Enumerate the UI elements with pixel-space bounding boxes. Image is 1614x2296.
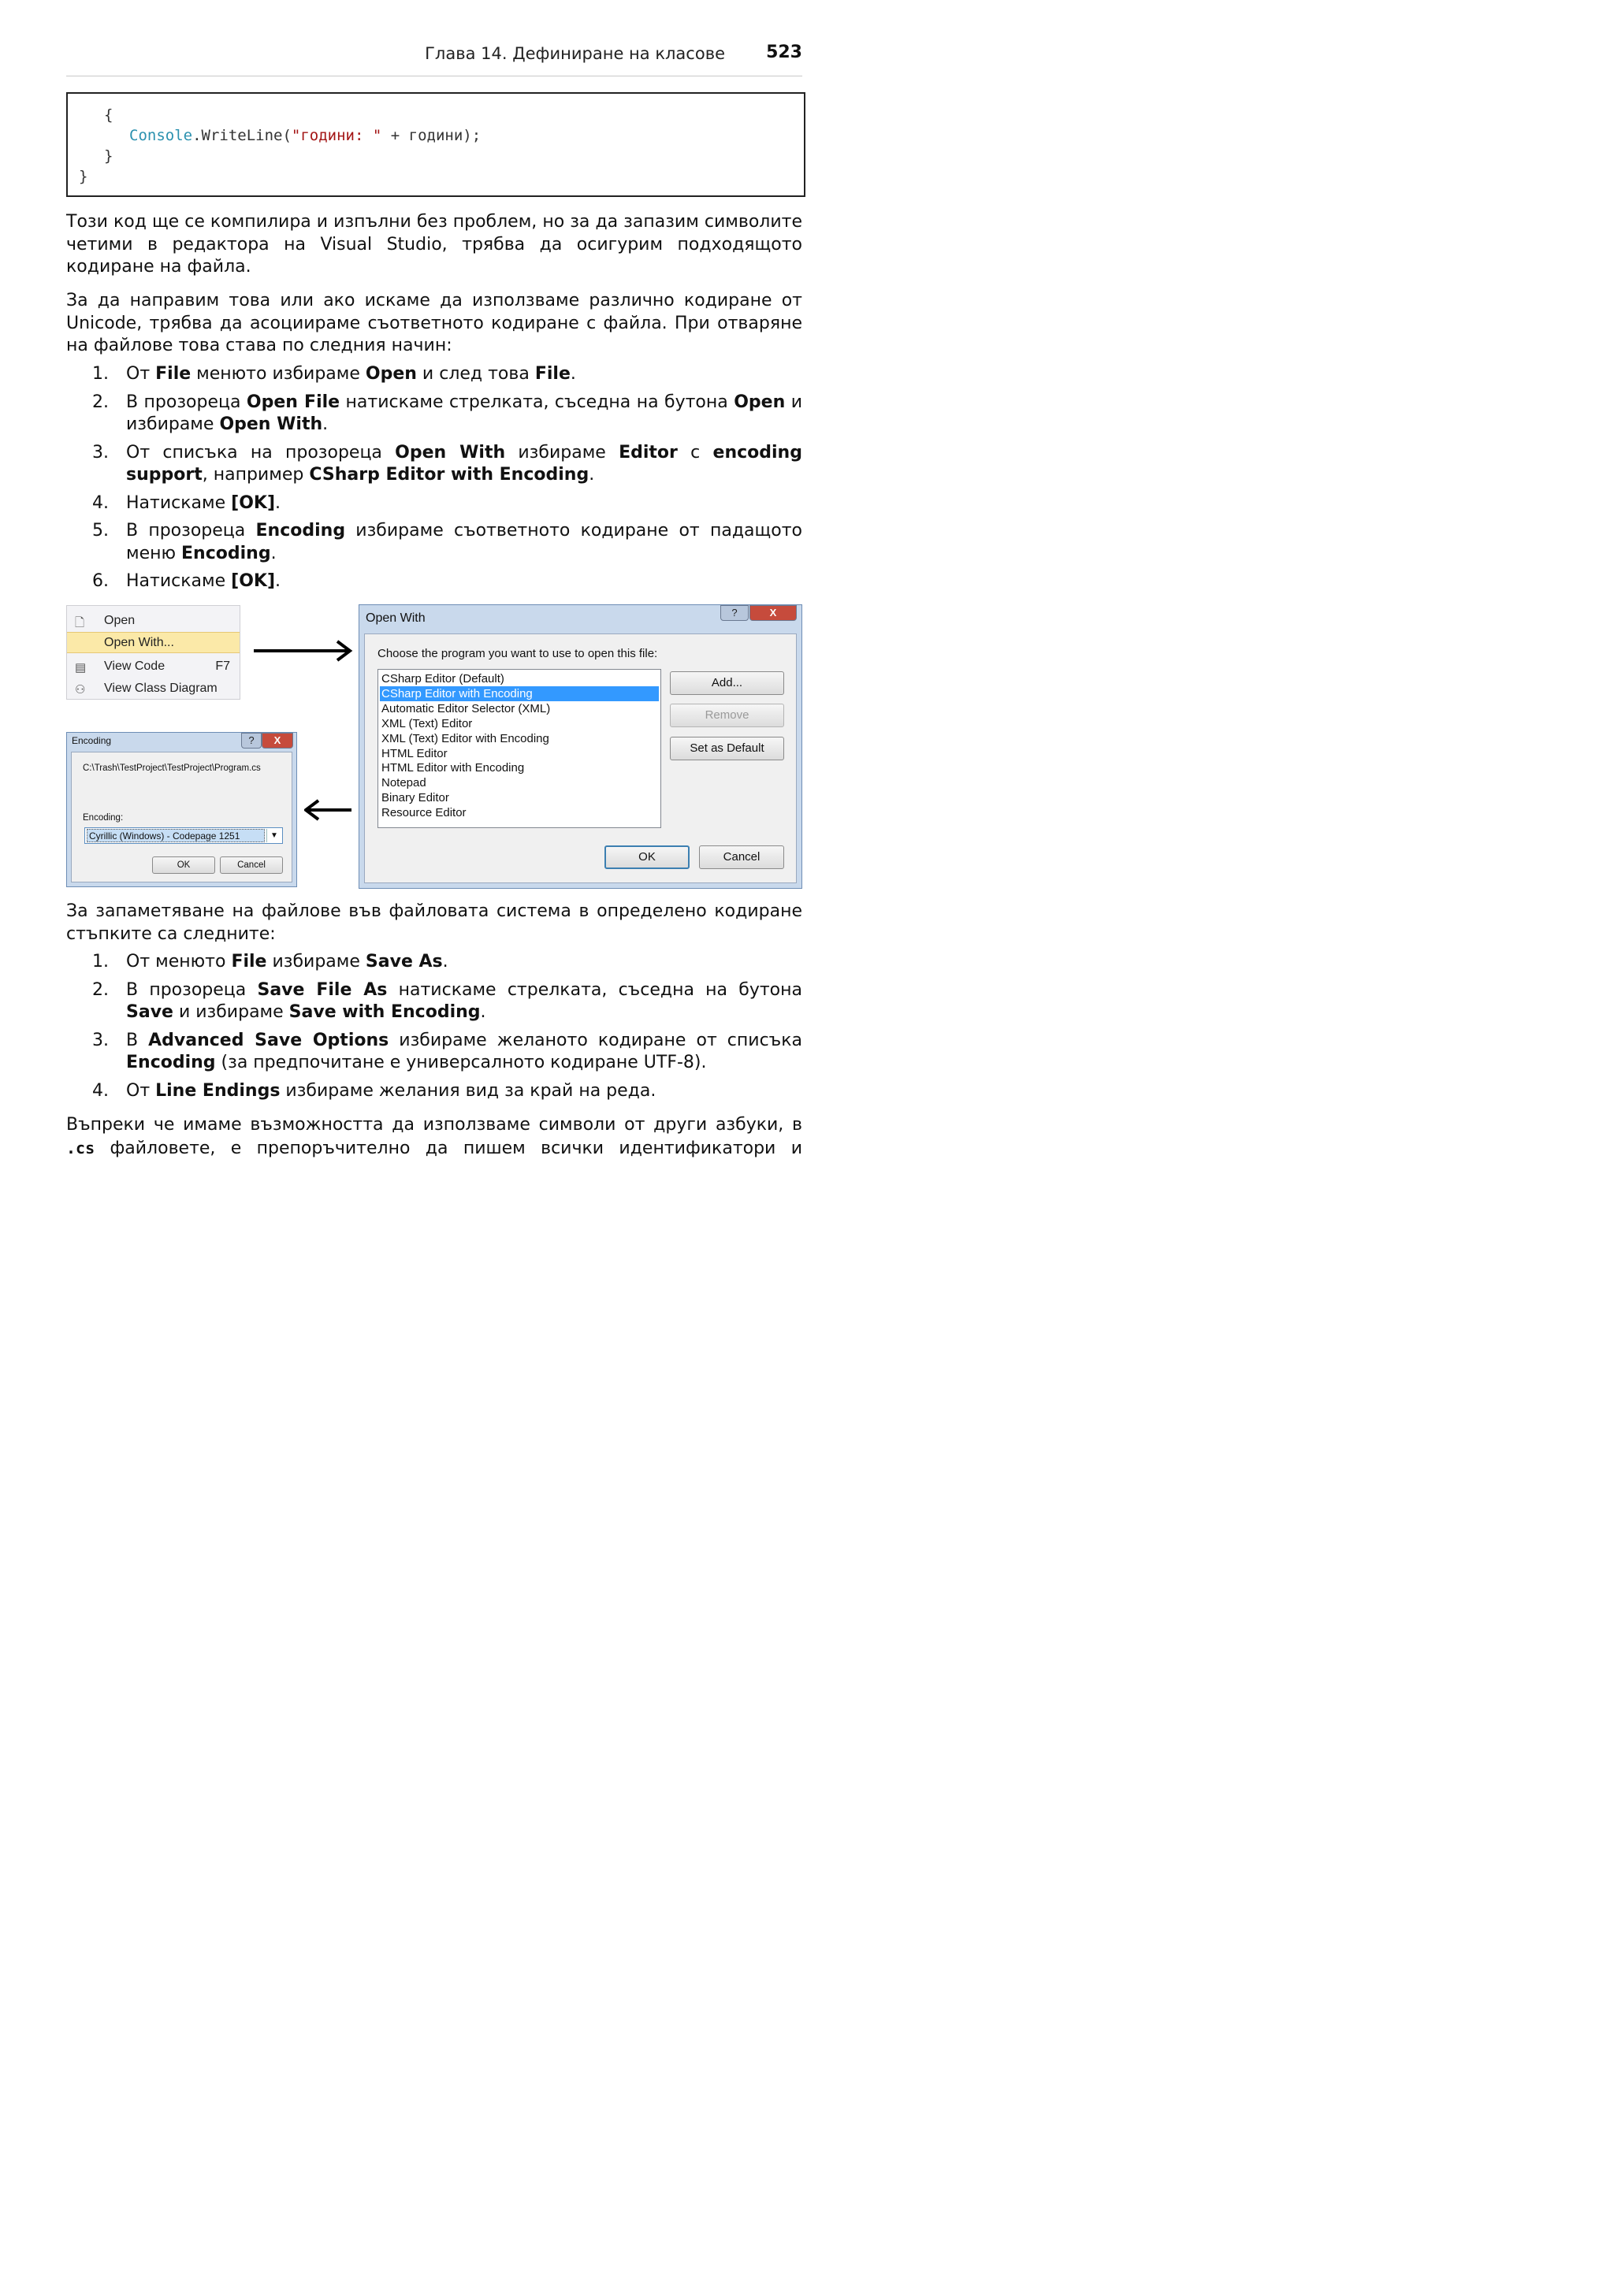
emphasis: Save with Encoding — [288, 1002, 481, 1022]
paragraph — [66, 1114, 802, 1160]
ok-button[interactable]: OK — [152, 856, 215, 874]
list-item[interactable]: CSharp Editor (Default) — [381, 672, 504, 685]
menu-item-open-with[interactable] — [67, 632, 240, 653]
code-line — [129, 127, 481, 144]
help-button[interactable]: ? — [241, 733, 262, 749]
class-diagram-icon: ⚇ — [75, 683, 86, 697]
text: (за предпочитане е универсалното кодиране UTF-8). — [215, 1053, 707, 1072]
code-brace: } — [104, 147, 113, 165]
menu-item-label: View Code — [104, 659, 165, 673]
text: От менюто — [126, 952, 232, 972]
dialog-title: Open With — [366, 611, 426, 625]
text: Натискаме — [126, 492, 232, 513]
emphasis: Open File — [246, 392, 340, 412]
list-item — [66, 492, 802, 515]
set-as-default-button[interactable]: Set as Default — [670, 737, 784, 760]
steps-open-list — [66, 363, 802, 599]
code-rest: + години); — [381, 127, 482, 144]
list-item[interactable]: HTML Editor — [381, 746, 448, 760]
list-item — [66, 442, 802, 487]
paragraph: За запаметяване на файлове във файловата система в определено кодиране стъпките са следните: — [66, 901, 802, 944]
text: с — [677, 442, 713, 463]
text: избираме съответното кодиране от падащото меню — [126, 521, 802, 563]
code-line — [79, 168, 87, 185]
emphasis: Save — [126, 1002, 173, 1022]
list-item[interactable]: Resource Editor — [381, 806, 467, 820]
list-item[interactable]: XML (Text) Editor with Encoding — [381, 731, 549, 745]
text: . — [270, 543, 277, 563]
list-number: 1. — [92, 952, 109, 972]
list-number: 2. — [92, 392, 109, 412]
list-number: 5. — [92, 521, 109, 541]
emphasis: Open With — [219, 414, 323, 434]
list-number: 4. — [92, 1080, 109, 1101]
cancel-button[interactable]: Cancel — [220, 856, 283, 874]
code-brace: { — [104, 106, 113, 124]
arrow-right-icon — [252, 640, 353, 662]
paragraph: За да направим това или ако искаме да използваме различно кодиране от Unicode, трябва да асоциираме съответното кодиране с файла. При отваряне на файлове това става по следния начин: — [66, 291, 802, 355]
menu-item-open[interactable] — [67, 611, 240, 632]
encoding-label: Encoding: — [83, 813, 124, 823]
emphasis: Encoding — [255, 521, 346, 541]
code-string: "години: " — [291, 127, 382, 144]
list-item[interactable]: Binary Editor — [381, 791, 449, 805]
add-button[interactable]: Add... — [670, 671, 784, 695]
remove-button[interactable]: Remove — [670, 704, 784, 727]
chevron-down-icon[interactable]: ▼ — [266, 829, 281, 842]
code-block — [66, 92, 805, 197]
text: . — [275, 492, 281, 513]
text: . — [322, 414, 329, 434]
text: . — [442, 952, 448, 972]
emphasis: [OK] — [231, 492, 275, 513]
text: . — [480, 1002, 486, 1022]
list-item — [66, 570, 802, 593]
emphasis: Advanced Save Options — [148, 1030, 389, 1050]
close-button[interactable]: X — [749, 605, 797, 621]
encoding-value: Cyrillic (Windows) - Codepage 1251 — [87, 829, 265, 842]
arrow-left-icon — [304, 799, 353, 821]
text: В прозореца — [126, 392, 247, 412]
list-item — [66, 951, 802, 974]
text: Въпреки че имаме възможността да използваме символи от други азбуки, в — [66, 1115, 802, 1135]
list-item[interactable]: Notepad — [381, 776, 426, 790]
list-item — [66, 1030, 802, 1075]
file-path: C:\Trash\TestProject\TestProject\Program.cs — [83, 763, 261, 773]
text: , например — [202, 465, 310, 485]
context-menu — [66, 605, 240, 700]
encoding-dialog — [66, 732, 297, 887]
list-item[interactable]: Automatic Editor Selector (XML) — [381, 701, 551, 715]
list-item — [66, 392, 802, 437]
list-number: 2. — [92, 979, 109, 1000]
list-item — [66, 979, 802, 1024]
inline-code: .cs — [66, 1138, 95, 1157]
text: избираме — [266, 952, 366, 972]
page-number: 523 — [766, 43, 802, 62]
emphasis: Open With — [395, 442, 506, 463]
list-item — [66, 363, 802, 386]
text: . — [570, 364, 576, 384]
emphasis: Encoding — [181, 543, 271, 563]
emphasis: Save As — [365, 952, 443, 972]
chapter-title: Глава 14. Дефиниране на класове — [425, 44, 725, 63]
list-item — [66, 520, 802, 565]
program-list[interactable] — [377, 669, 661, 828]
emphasis: [OK] — [231, 571, 275, 591]
menu-item-label: Open With... — [104, 636, 174, 649]
text: избираме — [505, 442, 619, 463]
text: В прозореца — [126, 521, 256, 541]
text: файловете, е препоръчително да пишем всички идентификатори и — [95, 1138, 802, 1158]
close-button[interactable]: X — [262, 733, 293, 749]
list-number: 4. — [92, 492, 109, 513]
cancel-button[interactable]: Cancel — [699, 845, 784, 869]
text: От — [126, 364, 156, 384]
emphasis: Open — [365, 364, 417, 384]
emphasis: File — [231, 952, 267, 972]
list-number: 3. — [92, 442, 109, 463]
emphasis: Open — [734, 392, 786, 412]
emphasis: CSharp Editor with Encoding — [309, 465, 589, 485]
help-button[interactable]: ? — [720, 605, 749, 621]
encoding-select[interactable] — [84, 827, 283, 844]
list-number: 3. — [92, 1030, 109, 1050]
list-number: 6. — [92, 571, 109, 591]
text: В — [126, 1030, 149, 1050]
paragraph: Този код ще се компилира и изпълни без проблем, но за да запазим символите четими в редактора на Visual Studio, трябва да осигурим подходящото кодиране на файла. — [66, 212, 802, 277]
text: натискаме стрелката, съседна на бутона — [387, 979, 802, 1000]
code-view-icon: ▤ — [75, 661, 87, 674]
text: и избираме — [126, 392, 802, 434]
menu-item-shortcut: F7 — [215, 659, 230, 673]
open-with-dialog — [359, 604, 802, 889]
steps-save-list — [66, 951, 802, 1108]
menu-item-view-class-diagram[interactable] — [67, 678, 240, 700]
text: От списъка на прозореца — [126, 442, 396, 463]
menu-item-view-code[interactable] — [67, 656, 240, 678]
emphasis: Save File As — [257, 979, 388, 1000]
code-line — [104, 106, 113, 124]
menu-item-label: View Class Diagram — [104, 682, 218, 695]
list-item[interactable]: XML (Text) Editor — [381, 716, 473, 730]
code-class: Console — [129, 127, 193, 144]
list-item[interactable]: HTML Editor with Encoding — [381, 761, 525, 775]
code-line — [104, 147, 113, 165]
text: В прозореца — [126, 979, 258, 1000]
text: натискаме стрелката, съседна на бутона — [340, 392, 734, 412]
text: менюто избираме — [191, 364, 366, 384]
code-method: .WriteLine( — [192, 127, 292, 144]
emphasis: Line Endings — [155, 1080, 281, 1101]
emphasis: Encoding — [126, 1053, 216, 1072]
open-file-icon: 🗋 — [75, 616, 85, 630]
list-item[interactable]: CSharp Editor with Encoding — [380, 686, 659, 701]
emphasis: Editor — [619, 442, 678, 463]
text: избираме желаното кодиране от списъка — [389, 1030, 802, 1050]
emphasis: File — [155, 364, 192, 384]
text: и избираме — [173, 1002, 289, 1022]
text: избираме желания вид за край на реда. — [280, 1080, 656, 1101]
text: . — [589, 465, 595, 485]
ok-button[interactable]: OK — [604, 845, 690, 869]
dialog-body — [71, 752, 292, 882]
text: и след това — [416, 364, 535, 384]
page-header — [66, 44, 802, 76]
list-item — [66, 1080, 802, 1103]
emphasis: encoding support — [126, 442, 802, 485]
dialog-body — [364, 633, 797, 883]
emphasis: File — [534, 364, 571, 384]
dialog-title: Encoding — [72, 735, 112, 746]
text: . — [275, 571, 281, 591]
prompt-label: Choose the program you want to use to open this file: — [377, 647, 658, 660]
list-number: 1. — [92, 364, 109, 384]
menu-item-label: Open — [104, 614, 136, 627]
text: Натискаме — [126, 571, 232, 591]
code-brace: } — [79, 168, 88, 185]
text: От — [126, 1080, 156, 1101]
